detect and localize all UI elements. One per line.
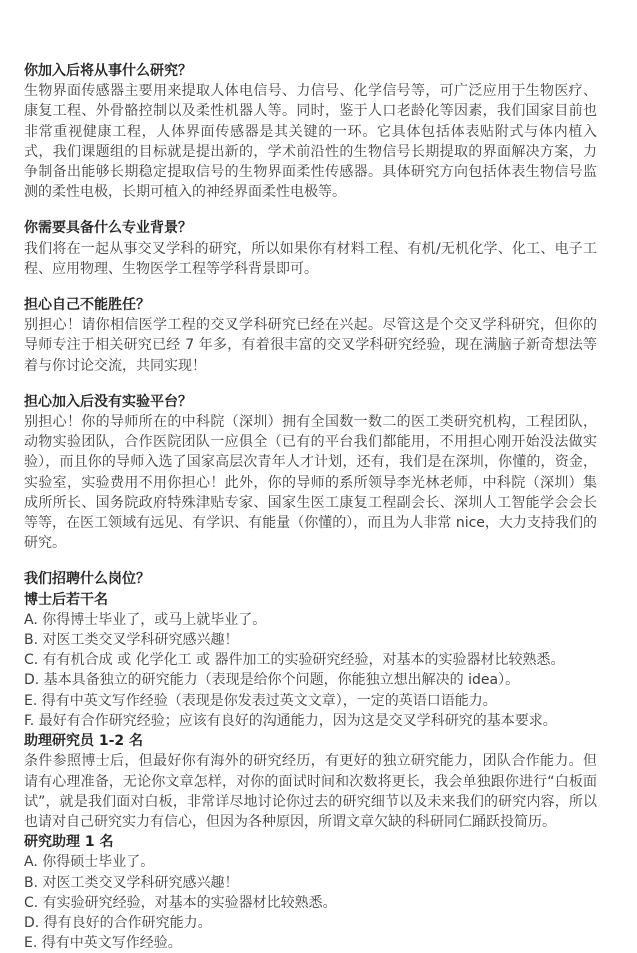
requirement-item: B. 对医工类交叉学科研究感兴趣！ <box>24 874 239 891</box>
role-title-assistant-researcher: 助理研究员 1-2 名 <box>24 733 144 750</box>
question-heading: 你加入后将从事什么研究？ <box>24 63 192 79</box>
section-lab-platform <box>24 392 597 554</box>
answer-paragraph: 别担心！你的导师所在的中科院（深圳）拥有全国数一数二的医工类研究机构，工程团队，动物实验团队，合作医院团队一应俱全（已有的平台我们都能用，不用担心刚开始没法做实验），而且你的导师入选了国家高层次青年人才计划，还有，我们是在深圳，你懂的，资金，实验室，实验费用不用你担心！此外，你的导师的系所领导李光林老师，中科院（深圳）集成所所长、国务院政府特殊津贴专家、国家生医工康复工程副会长、深圳人工智能学会会长等等，在医工领域有远见、有学识、有能量（你懂的），而且为人非常 nice，大力支持我们的研究。 <box>24 414 597 552</box>
question-heading: 担心自己不能胜任？ <box>24 297 150 314</box>
requirement-item: E. 得有中英文写作经验（表现是你发表过英文文章），一定的英语口语能力。 <box>24 692 497 709</box>
answer-paragraph: 别担心！请你相信医学工程的交叉学科研究已经在兴起。尽管这是个交叉学科研究，但你的导师专注于相关研究已经 7 年多，有着很丰富的交叉学科研究经验，现在满脑子新奇想法等着与你讨论交流，共同实现！ <box>24 317 597 374</box>
role-description: 条件参照博士后，但最好你有海外的研究经历，有更好的独立研究能力，团队合作能力。但请有心理准备，无论你文章怎样，对你的面试时间和次数将更长，我会单独跟你进行“白板面试”，就是我们面对白板，非常详尽地讨论你过去的研究细节以及未来我们的研究内容，所以也请对自己研究实力有信心，但因为各种原因，所谓文章欠缺的科研同仁踊跃投简历。 <box>24 753 597 830</box>
question-heading: 我们招聘什么岗位？ <box>24 571 150 588</box>
question-heading: 你需要具备什么专业背景？ <box>24 220 192 237</box>
requirement-item: C. 有有机合成 或 化学化工 或 器件加工的实验研究经验，对基本的实验器材比较熟悉。 <box>24 652 565 669</box>
requirement-item: D. 基本具备独立的研究能力（表现是给你个问题，你能独立想出解决的 idea）。 <box>24 672 520 689</box>
section-required-background <box>24 218 597 279</box>
requirement-item: A. 你得博士毕业了，或马上就毕业了。 <box>24 611 267 628</box>
answer-paragraph: 生物界面传感器主要用来提取人体电信号、力信号、化学信号等，可广泛应用于生物医疗、康复工程、外骨骼控制以及柔性机器人等。同时，鉴于人口老龄化等因素，我们国家目前也非常重视健康工程，人体界面传感器是其关键的一环。它具体包括体表贴附式与体内植入式，我们课题组的目标就是提出新的，学术前沿性的生物信号长期提取的界面解决方案，力争制备出能够长期稳定提取信号的生物界面柔性传感器。具体研究方向包括体表生物信号监测的柔性电极，长期可植入的神经界面柔性电极等。 <box>24 83 597 201</box>
requirement-item: B. 对医工类交叉学科研究感兴趣！ <box>24 632 239 649</box>
requirement-item: E. 得有中英文写作经验。 <box>24 935 182 952</box>
requirement-item: D. 得有良好的合作研究能力。 <box>24 914 212 931</box>
section-competence-worry <box>24 295 597 376</box>
section-research-topic <box>24 61 597 202</box>
role-title-postdoc: 博士后若干名 <box>24 591 108 608</box>
section-open-positions <box>24 569 597 953</box>
requirement-item: F. 最好有合作研究经验；应该有良好的沟通能力，因为这是交叉学科研究的基本要求。 <box>24 712 557 729</box>
question-heading: 担心加入后没有实验平台？ <box>24 393 192 410</box>
requirement-item: A. 你得硕士毕业了。 <box>24 854 155 871</box>
role-title-research-assistant: 研究助理 1 名 <box>24 834 114 851</box>
answer-paragraph: 我们将在一起从事交叉学科的研究，所以如果你有材料工程、有机/无机化学、化工、电子工程、应用物理、生物医学工程等学科背景即可。 <box>24 240 597 277</box>
requirement-item: C. 有实验研究经验，对基本的实验器材比较熟悉。 <box>24 894 337 911</box>
